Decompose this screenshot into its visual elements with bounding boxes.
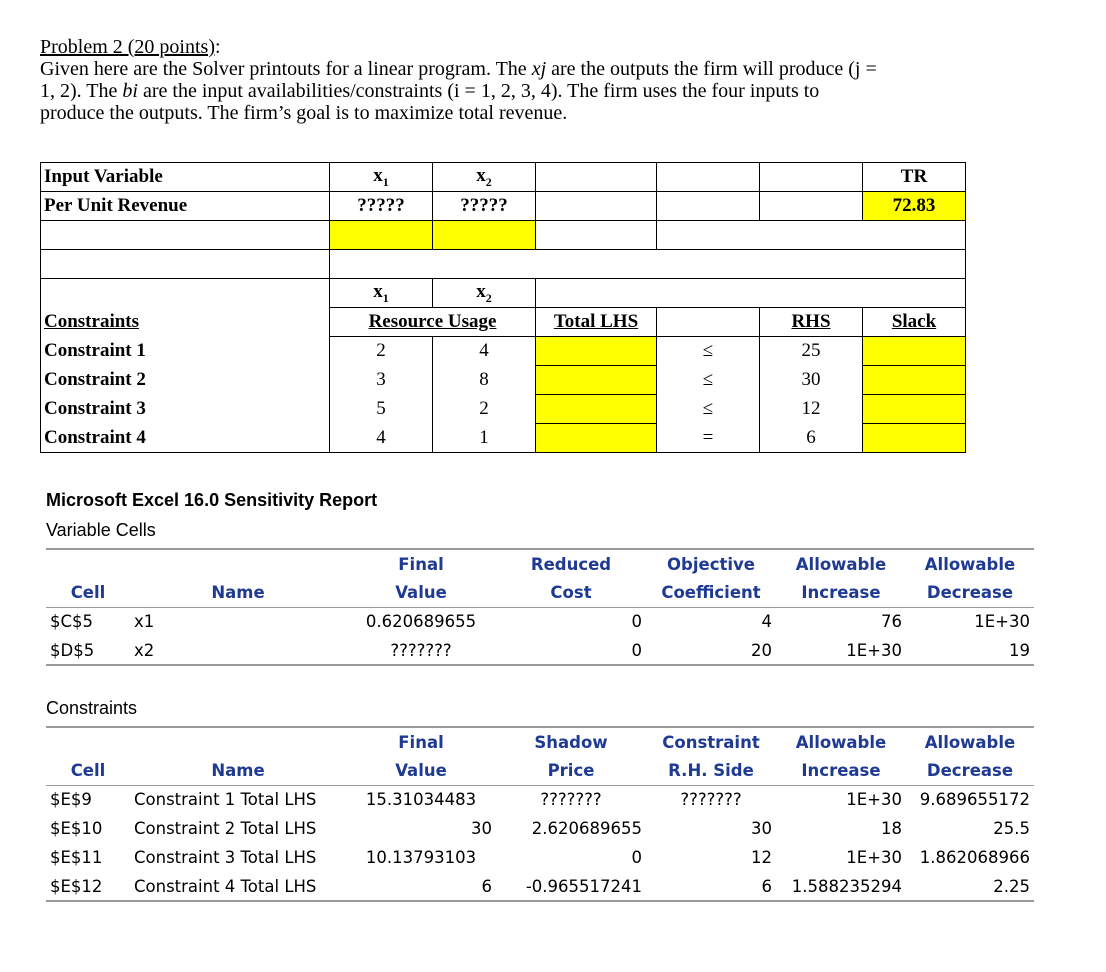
col-header: Final <box>346 727 496 756</box>
constraints-label: Constraints <box>41 308 330 337</box>
rhs-value: 30 <box>760 366 863 395</box>
shadow-price: -0.965517241 <box>496 872 646 901</box>
objective-coefficient: 20 <box>646 636 776 665</box>
final-value: 30 <box>471 819 492 838</box>
empty-cell <box>863 221 966 250</box>
usage-x2: 2 <box>433 395 536 424</box>
table-row <box>46 814 1034 843</box>
shadow-price: 2.620689655 <box>531 819 642 838</box>
col-header: Objective <box>646 549 776 578</box>
final-value: 15.31034483 <box>365 790 477 810</box>
empty-cell <box>657 221 760 250</box>
constraint-sign: ≤ <box>657 366 760 395</box>
cell-name: x1 <box>134 612 155 632</box>
slack-cell <box>863 424 966 453</box>
rhs-value: 6 <box>760 424 863 453</box>
allowable-decrease: 9.689655172 <box>919 790 1030 810</box>
allowable-decrease: 2.25 <box>906 872 1034 901</box>
final-value: 0.620689655 <box>365 612 477 632</box>
constraint-row <box>41 424 966 453</box>
x1-revenue: ????? <box>330 192 433 221</box>
solver-table <box>40 162 966 453</box>
x1-usage-header: $x_1$ <box>330 279 433 308</box>
empty-cell <box>536 192 657 221</box>
constraint-name: Constraint 4 <box>41 424 330 453</box>
col-header: Decrease <box>906 756 1034 785</box>
cell-name: Constraint 3 Total LHS <box>134 848 317 867</box>
allowable-increase: 1E+30 <box>846 790 902 810</box>
slack-cell <box>863 395 966 424</box>
reduced-cost: 0 <box>631 612 642 632</box>
col-header: Increase <box>776 578 906 607</box>
cell-name: Constraint 2 Total LHS <box>134 819 317 838</box>
x2-value-cell <box>433 221 536 250</box>
table-row <box>46 872 1034 901</box>
problem-line-2: 1, 2). The bi are the input availabilities/constraints (i = 1, 2, 3, 4). The firm uses the four inputs to <box>40 80 820 102</box>
col-header: Value <box>346 578 496 607</box>
tr-value: 72.83 <box>863 192 966 221</box>
shadow-price: ??????? <box>540 790 602 810</box>
tr-header: TR <box>863 163 966 192</box>
cell-ref: $E$10 <box>50 819 103 838</box>
rhs-value: 12 <box>760 395 863 424</box>
usage-x2: 4 <box>433 337 536 366</box>
usage-x1: 4 <box>330 424 433 453</box>
col-header: Name <box>130 756 346 785</box>
x1-header: $x_1$ <box>330 163 433 192</box>
cell-name: x2 <box>130 636 346 665</box>
problem-title: Problem 2 (20 points): <box>40 36 221 58</box>
reduced-cost: 0 <box>496 636 646 665</box>
empty-cell <box>41 221 330 250</box>
cell-ref: $E$9 <box>50 790 92 810</box>
col-header <box>46 549 130 578</box>
variable-cells-title: Variable Cells <box>46 520 156 540</box>
allowable-decrease: 19 <box>906 636 1034 665</box>
header-row-top <box>46 549 1034 578</box>
empty-cell <box>657 250 760 279</box>
constraints-title: Constraints <box>46 698 138 718</box>
table-row <box>46 607 1034 636</box>
cell-ref: $D$5 <box>46 636 130 665</box>
x2-usage-header: $x_2$ <box>433 279 536 308</box>
col-header: Value <box>346 756 496 785</box>
rhs-header: RHS <box>760 308 863 337</box>
empty-cell <box>657 163 760 192</box>
problem-line-1: Given here are the Solver printouts for a linear program. The xj are the outputs the firm will produce (j = <box>40 58 877 80</box>
col-header: R.H. Side <box>646 756 776 785</box>
constraint-sign: ≤ <box>657 337 760 366</box>
constraint-rhs: 6 <box>646 872 776 901</box>
constraint-rhs: ??????? <box>680 790 742 810</box>
empty-cell <box>657 192 760 221</box>
constraint-row <box>41 337 966 366</box>
constraint-rhs: 12 <box>751 848 772 867</box>
allowable-decrease: 25.5 <box>993 819 1030 838</box>
final-value: 6 <box>346 872 496 901</box>
usage-x1: 5 <box>330 395 433 424</box>
col-header: Constraint <box>646 727 776 756</box>
shadow-price: 0 <box>631 848 642 867</box>
empty-cell <box>433 250 536 279</box>
col-header: Price <box>496 756 646 785</box>
row-decision-values <box>41 221 966 250</box>
col-header: Allowable <box>776 727 906 756</box>
constraint-row <box>41 395 966 424</box>
col-header <box>130 727 346 756</box>
col-header: Allowable <box>906 727 1034 756</box>
resource-usage-header: Resource Usage <box>330 308 536 337</box>
x2-header: $x_2$ <box>433 163 536 192</box>
total-lhs-cell <box>536 337 657 366</box>
header-row-top <box>46 727 1034 756</box>
table-row <box>46 785 1034 814</box>
slack-header: Slack <box>863 308 966 337</box>
col-header: Increase <box>776 756 906 785</box>
allowable-increase: 1E+30 <box>776 636 906 665</box>
col-header: Decrease <box>906 578 1034 607</box>
per-unit-revenue-label: Per Unit Revenue <box>41 192 330 221</box>
cell-name: Constraint 1 Total LHS <box>134 790 317 810</box>
usage-x1: 3 <box>330 366 433 395</box>
constraints-table <box>46 726 1034 902</box>
row-per-unit-revenue <box>41 192 966 221</box>
col-header: Coefficient <box>646 578 776 607</box>
total-lhs-cell <box>536 424 657 453</box>
cell-ref: $C$5 <box>50 612 94 632</box>
constraint-sign: ≤ <box>657 395 760 424</box>
header-row-bottom <box>46 756 1034 785</box>
usage-x1: 2 <box>330 337 433 366</box>
empty-cell <box>330 250 433 279</box>
row-blank <box>41 250 966 279</box>
allowable-increase: 1.588235294 <box>776 872 906 901</box>
empty-cell <box>657 308 760 337</box>
total-lhs-cell <box>536 395 657 424</box>
empty-cell <box>536 221 657 250</box>
problem-line-3: produce the outputs. The firm’s goal is to maximize total revenue. <box>40 102 568 124</box>
col-header: Final <box>346 549 496 578</box>
empty-cell <box>41 279 330 308</box>
allowable-increase: 1E+30 <box>846 848 902 867</box>
empty-cell <box>863 279 966 308</box>
col-header: Allowable <box>776 549 906 578</box>
allowable-increase: 18 <box>881 819 902 838</box>
total-lhs-header: Total LHS <box>536 308 657 337</box>
cell-name: Constraint 4 Total LHS <box>130 872 346 901</box>
empty-cell <box>760 163 863 192</box>
final-value: ??????? <box>346 636 496 665</box>
table-row <box>46 843 1034 872</box>
empty-cell <box>760 192 863 221</box>
usage-x2: 8 <box>433 366 536 395</box>
usage-x2: 1 <box>433 424 536 453</box>
report-title: Microsoft Excel 16.0 Sensitivity Report <box>46 490 378 510</box>
empty-cell <box>536 163 657 192</box>
col-header: Allowable <box>906 549 1034 578</box>
empty-cell <box>760 221 863 250</box>
cell-ref: $E$12 <box>46 872 130 901</box>
col-header: Reduced <box>496 549 646 578</box>
empty-cell <box>657 279 760 308</box>
problem-statement <box>40 36 1080 124</box>
constraint-sign: = <box>657 424 760 453</box>
col-header: Cell <box>46 756 130 785</box>
slack-cell <box>863 337 966 366</box>
objective-coefficient: 4 <box>761 612 772 632</box>
x1-value-cell <box>330 221 433 250</box>
allowable-decrease: 1E+30 <box>974 612 1030 632</box>
empty-cell <box>536 250 657 279</box>
empty-cell <box>536 279 657 308</box>
table-row <box>46 636 1034 665</box>
x2-revenue: ????? <box>433 192 536 221</box>
col-header <box>130 549 346 578</box>
allowable-decrease: 1.862068966 <box>919 848 1030 867</box>
empty-cell <box>863 250 966 279</box>
constraint-name: Constraint 3 <box>41 395 330 424</box>
variable-cells-table <box>46 548 1034 666</box>
constraint-row <box>41 366 966 395</box>
input-variable-label: Input Variable <box>41 163 330 192</box>
row-input-variable <box>41 163 966 192</box>
constraint-name: Constraint 2 <box>41 366 330 395</box>
cell-ref: $E$11 <box>50 848 103 867</box>
header-row-bottom <box>46 578 1034 607</box>
col-header: Shadow <box>496 727 646 756</box>
rhs-value: 25 <box>760 337 863 366</box>
col-header: Name <box>130 578 346 607</box>
allowable-increase: 76 <box>881 612 902 632</box>
total-lhs-cell <box>536 366 657 395</box>
slack-cell <box>863 366 966 395</box>
constraint-rhs: 30 <box>751 819 772 838</box>
empty-cell <box>760 250 863 279</box>
row-constraint-headers <box>41 308 966 337</box>
constraint-name: Constraint 1 <box>41 337 330 366</box>
empty-cell <box>760 279 863 308</box>
col-header: Cell <box>46 578 130 607</box>
col-header <box>46 727 130 756</box>
col-header: Cost <box>496 578 646 607</box>
final-value: 10.13793103 <box>365 848 477 867</box>
row-x-headers <box>41 279 966 308</box>
empty-cell <box>41 250 330 279</box>
